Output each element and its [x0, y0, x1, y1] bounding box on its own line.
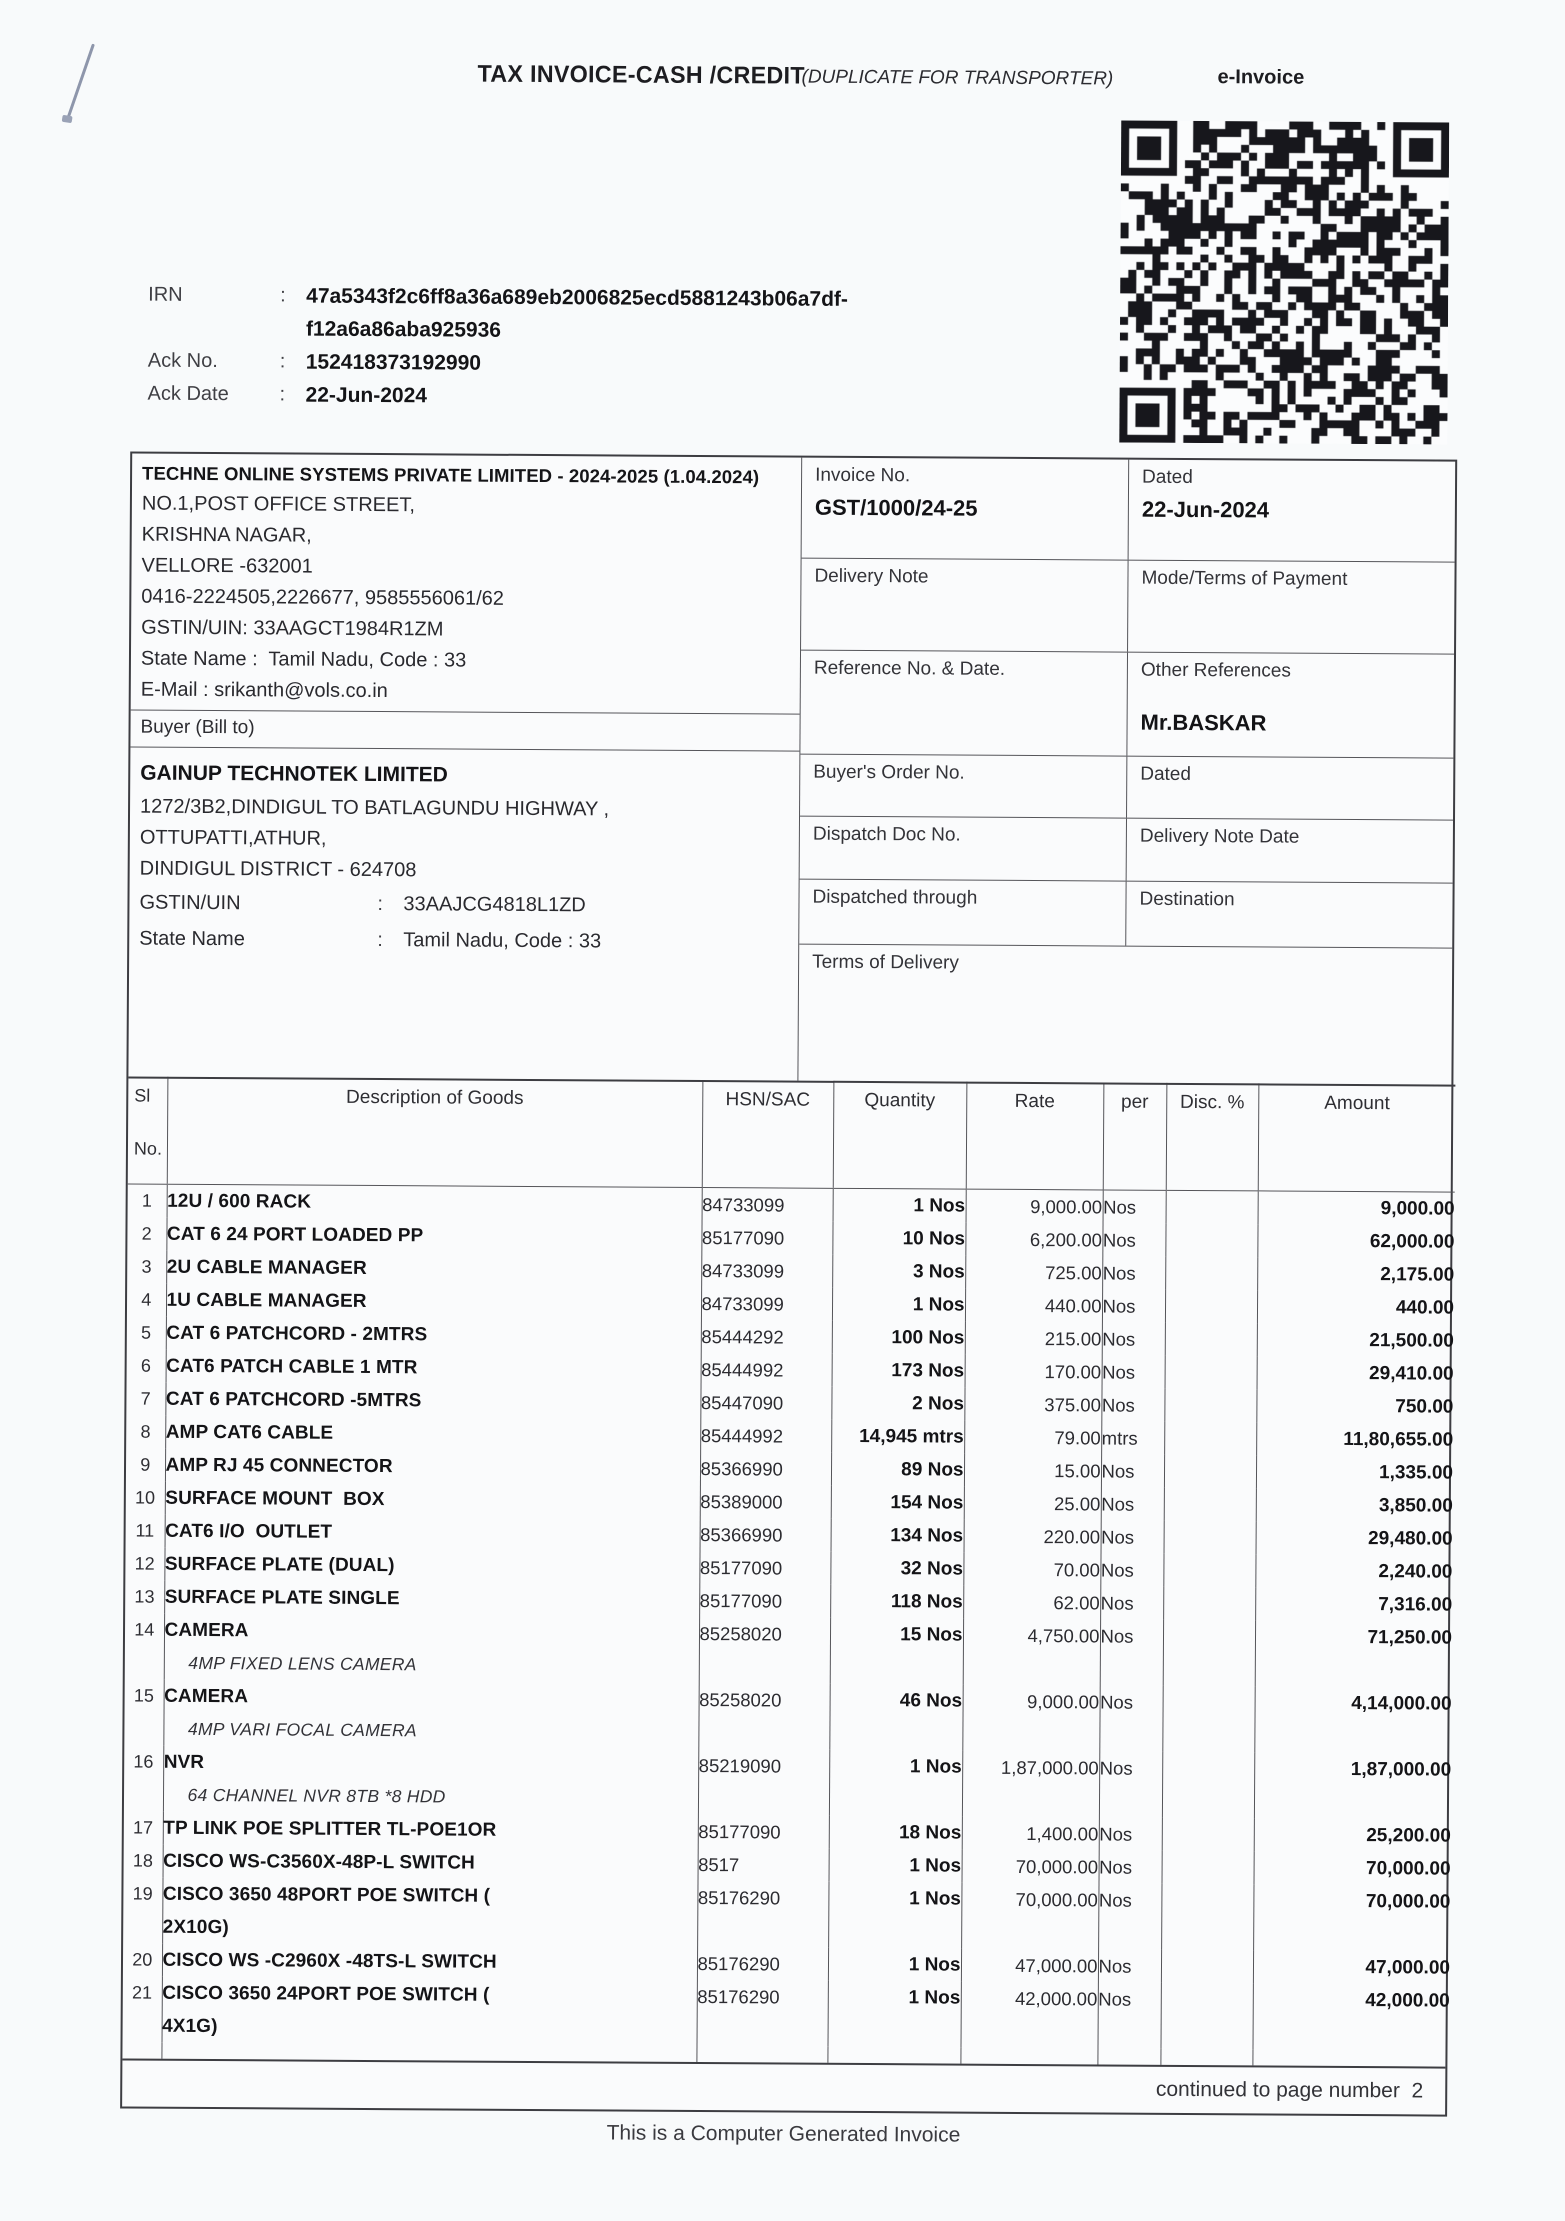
item-amount: 62,000.00 — [1257, 1224, 1454, 1258]
details-row-3 — [800, 651, 1454, 759]
item-per: Nos — [1099, 1685, 1162, 1751]
reference-label: Reference No. & Date. — [813, 657, 1006, 680]
item-sl-no: 15 — [133, 1685, 154, 1706]
item-quantity: 1 Nos — [828, 1947, 961, 1981]
parties-and-details — [128, 454, 1455, 1085]
items-header-row — [128, 1078, 1456, 1192]
item-per: Nos — [1099, 1751, 1162, 1817]
item-description — [165, 1514, 700, 1550]
item-hsn: 85366990 — [700, 1452, 831, 1486]
item-disc — [1164, 1388, 1256, 1422]
irn-value: 47a5343f2c6ff8a36a689eb2006825ecd5881243b06a7df- f12a6a86aba925936 — [305, 284, 849, 342]
item-disc — [1164, 1520, 1256, 1554]
item-hsn: 85258020 — [698, 1682, 829, 1749]
terms-of-delivery-label: Terms of Delivery — [812, 951, 959, 974]
item-rate: 15.00 — [964, 1453, 1101, 1487]
item-amount: 70,000.00 — [1253, 1884, 1450, 1951]
item-sl-no: 6 — [140, 1355, 151, 1376]
dispatch-doc-cell — [800, 817, 1127, 881]
filler-cell — [696, 2045, 827, 2062]
item-description — [163, 1745, 698, 1814]
item-amount: 2,240.00 — [1255, 1554, 1452, 1588]
item-sl-no: 17 — [133, 1817, 154, 1838]
item-per: Nos — [1100, 1586, 1163, 1619]
item-hsn: 84733099 — [701, 1287, 832, 1321]
item-amount: 4,14,000.00 — [1254, 1686, 1451, 1753]
other-references-label: Other References — [1140, 659, 1291, 682]
colon: : — [279, 383, 286, 406]
item-disc — [1162, 1685, 1254, 1752]
item-sl-no: 8 — [140, 1421, 151, 1442]
item-per: Nos — [1103, 1189, 1166, 1223]
item-per: Nos — [1102, 1289, 1165, 1322]
item-amount: 7,316.00 — [1255, 1587, 1452, 1621]
irn-row — [148, 279, 1088, 351]
dated2-label: Dated — [1140, 763, 1192, 785]
mode-terms-label: Mode/Terms of Payment — [1141, 567, 1348, 590]
buyer-state-row — [139, 921, 788, 961]
item-rate: 6,200.00 — [965, 1222, 1102, 1256]
address-line: 0416-2224505,2226677, 9585556061/62 — [141, 585, 504, 610]
item-sl-no: 10 — [135, 1487, 156, 1508]
item-description — [165, 1448, 700, 1484]
item-amount: 1,335.00 — [1256, 1455, 1453, 1489]
item-sub-description: 64 CHANNEL NVR 8TB *8 HDD — [187, 1784, 446, 1806]
item-disc — [1161, 1883, 1253, 1950]
item-amount: 29,410.00 — [1257, 1356, 1454, 1390]
einvoice-label: e-Invoice — [1217, 66, 1305, 89]
item-description-text: CISCO WS-C3560X-48P-L SWITCH — [163, 1850, 475, 1874]
item-amount: 11,80,655.00 — [1256, 1422, 1453, 1456]
item-description-text: CAT6 PATCH CABLE 1 MTR — [166, 1355, 418, 1378]
dated-value: 22-Jun-2024 — [1141, 496, 1270, 523]
item-sl-no: 1 — [141, 1190, 152, 1211]
item-rate: 220.00 — [964, 1519, 1101, 1553]
item-disc — [1166, 1190, 1258, 1224]
item-disc — [1163, 1553, 1255, 1587]
reference-cell — [800, 651, 1128, 756]
colon: : — [280, 284, 286, 307]
item-amount: 71,250.00 — [1255, 1620, 1452, 1687]
address-line: GSTIN/UIN: 33AAGCT1984R1ZM — [141, 616, 444, 641]
item-rate: 9,000.00 — [962, 1684, 1099, 1751]
item-disc — [1162, 1850, 1254, 1884]
item-hsn: 85177090 — [698, 1814, 829, 1848]
col-header-description: Description of Goods — [167, 1078, 703, 1187]
item-sl-no: 4 — [141, 1289, 152, 1310]
item-sl-no: 5 — [141, 1322, 152, 1343]
item-sub-description: 4MP VARI FOCAL CAMERA — [187, 1718, 417, 1740]
dispatch-doc-label: Dispatch Doc No. — [812, 823, 961, 846]
item-quantity: 89 Nos — [831, 1452, 964, 1486]
item-hsn: 85177090 — [701, 1221, 832, 1255]
item-description — [166, 1250, 701, 1286]
buyer-state-label: State Name — [139, 927, 245, 951]
buyer-address — [140, 792, 790, 889]
item-description — [167, 1184, 702, 1221]
details-row-5 — [800, 817, 1453, 884]
item-rate: 70.00 — [963, 1552, 1100, 1586]
item-rate: 215.00 — [965, 1321, 1102, 1355]
item-rate: 25.00 — [964, 1486, 1101, 1520]
item-quantity: 14,945 mtrs — [831, 1419, 964, 1453]
item-hsn: 85389000 — [700, 1485, 831, 1519]
item-sl-no: 12 — [134, 1553, 155, 1574]
item-description-text: CISCO 3650 24PORT POE SWITCH ( — [162, 1982, 490, 2006]
item-quantity: 1 Nos — [833, 1188, 966, 1222]
item-hsn: 85177090 — [699, 1551, 830, 1585]
item-sub-description: 4MP FIXED LENS CAMERA — [188, 1652, 417, 1674]
item-description — [165, 1382, 700, 1418]
item-sl-no: 21 — [131, 1982, 153, 2003]
filler-cell — [960, 2047, 1097, 2064]
item-disc — [1165, 1256, 1257, 1290]
item-per: Nos — [1097, 1982, 1160, 2048]
address-line: VELLORE -632001 — [141, 554, 313, 578]
irn-label: IRN — [148, 283, 183, 306]
item-description-text: 12U / 600 RACK — [167, 1190, 312, 1213]
ack-date-row — [147, 378, 1087, 417]
colon: : — [279, 350, 286, 373]
delivery-note-date-label: Delivery Note Date — [1139, 825, 1300, 848]
item-amount: 42,000.00 — [1252, 1983, 1449, 2050]
item-amount: 3,850.00 — [1256, 1488, 1453, 1522]
item-amount: 440.00 — [1257, 1290, 1454, 1324]
item-quantity: 32 Nos — [830, 1551, 963, 1585]
item-amount: 9,000.00 — [1258, 1190, 1455, 1225]
buyer-gstin-value: 33AAJCG4818L1ZD — [403, 893, 586, 917]
item-disc — [1165, 1223, 1257, 1257]
item-hsn: 85258020 — [699, 1616, 830, 1683]
invoice-main-box — [120, 452, 1457, 2117]
filler-cell — [1160, 2048, 1252, 2065]
item-description — [164, 1613, 699, 1682]
address-line: DINDIGUL DISTRICT - 624708 — [139, 857, 417, 882]
item-description — [164, 1547, 699, 1583]
other-references-value: Mr.BASKAR — [1140, 709, 1267, 736]
buyer-section-label: Buyer (Bill to) — [130, 711, 799, 752]
item-amount: 21,500.00 — [1257, 1323, 1454, 1357]
item-sl-no: 19 — [132, 1883, 153, 1904]
item-per: Nos — [1100, 1553, 1163, 1586]
item-description — [162, 1877, 697, 1946]
item-description — [163, 1811, 698, 1847]
item-sl-no: 13 — [134, 1586, 155, 1607]
seller-name: TECHNE ONLINE SYSTEMS PRIVATE LIMITED - 2024-2025 (1.04.2024) — [142, 462, 760, 488]
buyer-name: GAINUP TECHNOTEK LIMITED — [140, 761, 448, 787]
col-header-rate: Rate — [966, 1083, 1104, 1190]
item-quantity: 118 Nos — [830, 1584, 963, 1618]
item-rate: 440.00 — [965, 1288, 1102, 1322]
item-quantity: 154 Nos — [831, 1485, 964, 1519]
party-column — [128, 454, 802, 1081]
seller-block — [131, 454, 802, 715]
item-description-text: NVR — [163, 1751, 205, 1773]
col-header-disc: Disc. % — [1166, 1084, 1259, 1191]
item-disc — [1162, 1751, 1254, 1818]
item-hsn: 85366990 — [700, 1518, 831, 1552]
item-description-text: AMP RJ 45 CONNECTOR — [165, 1454, 393, 1477]
delivery-note-cell — [801, 559, 1129, 652]
item-per: Nos — [1102, 1322, 1165, 1355]
table-row — [124, 1745, 1451, 1819]
item-hsn: 85176290 — [697, 1979, 828, 2046]
item-amount: 1,87,000.00 — [1254, 1752, 1451, 1819]
details-column — [798, 458, 1455, 1085]
item-description — [165, 1481, 700, 1517]
item-description-text: CAT 6 PATCHCORD -5MTRS — [165, 1388, 422, 1411]
item-amount: 750.00 — [1256, 1389, 1453, 1423]
item-disc — [1164, 1454, 1256, 1488]
ack-no-value: 152418373192990 — [305, 350, 482, 375]
ack-date-value: 22-Jun-2024 — [305, 383, 428, 408]
item-per: Nos — [1101, 1388, 1164, 1421]
e-invoice-qr-code — [1119, 121, 1449, 445]
item-hsn: 85444992 — [700, 1419, 831, 1453]
item-description-text: CAT6 I/O OUTLET — [165, 1520, 333, 1543]
item-amount: 70,000.00 — [1254, 1851, 1451, 1885]
table-row — [123, 1976, 1450, 2050]
item-disc — [1160, 1982, 1252, 2049]
item-description — [165, 1415, 700, 1451]
item-sl-no: 14 — [134, 1619, 155, 1640]
destination-cell — [1126, 882, 1452, 948]
item-description-wrap: 4X1G) — [162, 2015, 218, 2037]
table-row — [124, 1679, 1451, 1753]
seller-address — [141, 489, 791, 710]
item-description-text: CAMERA — [164, 1619, 249, 1641]
delivery-note-date-cell — [1127, 819, 1453, 883]
col-header-hsn: HSN/SAC — [702, 1081, 834, 1188]
item-description — [162, 1943, 697, 1979]
item-disc — [1164, 1487, 1256, 1521]
item-description — [166, 1316, 701, 1352]
address-line: State Name : Tamil Nadu, Code : 33 — [140, 647, 467, 672]
item-amount: 47,000.00 — [1253, 1950, 1450, 1984]
continued-note: continued to page number 2 — [122, 2058, 1445, 2114]
buyers-order-label: Buyer's Order No. — [813, 761, 965, 784]
item-quantity: 173 Nos — [832, 1353, 965, 1387]
item-description — [164, 1580, 699, 1616]
item-disc — [1163, 1619, 1255, 1686]
item-rate: 170.00 — [965, 1354, 1102, 1388]
item-hsn: 85177090 — [699, 1583, 830, 1617]
dated-label: Dated — [1142, 466, 1193, 488]
item-sl-no: 2 — [141, 1223, 152, 1244]
address-line: NO.1,POST OFFICE STREET, — [141, 492, 415, 517]
invoice-no-label: Invoice No. — [815, 464, 911, 487]
item-hsn: 85176290 — [697, 1880, 828, 1947]
address-line: OTTUPATTI,ATHUR, — [139, 826, 327, 850]
document-title: TAX INVOICE-CASH /CREDIT — [477, 60, 805, 90]
item-description — [166, 1217, 701, 1253]
colon: : — [377, 929, 383, 952]
item-description — [166, 1283, 701, 1319]
item-per: Nos — [1101, 1487, 1164, 1520]
item-description-text: AMP CAT6 CABLE — [165, 1421, 334, 1444]
item-rate: 70,000.00 — [961, 1882, 1098, 1949]
item-sl-no: 16 — [133, 1751, 154, 1772]
item-quantity: 3 Nos — [832, 1254, 965, 1288]
dispatched-through-label: Dispatched through — [812, 886, 978, 909]
item-description — [163, 1679, 698, 1748]
buyer-state-value: Tamil Nadu, Code : 33 — [403, 929, 602, 953]
item-rate: 375.00 — [964, 1387, 1101, 1421]
invoice-no-cell — [802, 458, 1130, 560]
item-quantity: 1 Nos — [832, 1287, 965, 1321]
address-line: 1272/3B2,DINDIGUL TO BATLAGUNDU HIGHWAY , — [139, 795, 610, 821]
item-per: Nos — [1101, 1454, 1164, 1487]
item-description-text: CISCO WS -C2960X -48TS-L SWITCH — [162, 1949, 497, 1973]
item-rate: 79.00 — [964, 1420, 1101, 1454]
filler-cell — [1097, 2048, 1160, 2064]
item-amount: 29,480.00 — [1256, 1521, 1453, 1555]
item-sl-no: 18 — [132, 1850, 153, 1871]
item-per: Nos — [1102, 1256, 1165, 1289]
item-hsn: 85444992 — [701, 1353, 832, 1387]
item-disc — [1165, 1355, 1257, 1389]
item-sl-no: 20 — [132, 1949, 153, 1970]
col-header-per: per — [1103, 1083, 1167, 1189]
item-amount: 25,200.00 — [1254, 1818, 1451, 1852]
ack-no-label: Ack No. — [147, 349, 218, 373]
item-quantity: 46 Nos — [829, 1683, 962, 1750]
buyer-gstin-row — [139, 885, 788, 925]
item-quantity: 1 Nos — [828, 1881, 961, 1948]
buyer-block — [129, 748, 799, 969]
address-line: KRISHNA NAGAR, — [141, 523, 312, 547]
items-table — [122, 1077, 1455, 2067]
colon: : — [377, 893, 384, 916]
destination-label: Destination — [1139, 888, 1235, 911]
item-quantity: 1 Nos — [829, 1848, 962, 1882]
filler-cell — [827, 2046, 960, 2063]
buyers-order-cell — [800, 755, 1127, 818]
item-disc — [1164, 1421, 1256, 1455]
item-disc — [1162, 1817, 1254, 1851]
item-hsn: 84733099 — [702, 1187, 833, 1221]
item-per: Nos — [1100, 1619, 1163, 1685]
item-quantity: 1 Nos — [828, 1980, 961, 2047]
item-rate: 4,750.00 — [963, 1618, 1100, 1685]
delivery-note-label: Delivery Note — [814, 565, 929, 588]
item-rate: 70,000.00 — [962, 1849, 1099, 1883]
item-description-text: CAT 6 24 PORT LOADED PP — [166, 1223, 424, 1246]
dispatched-through-cell — [799, 880, 1126, 946]
item-hsn: 84733099 — [701, 1254, 832, 1288]
item-per: Nos — [1098, 1883, 1161, 1949]
item-rate: 725.00 — [965, 1255, 1102, 1289]
item-description-text: TP LINK POE SPLITTER TL-POE1OR — [163, 1817, 497, 1841]
col-header-amount: Amount — [1258, 1084, 1456, 1191]
buyer-gstin-label: GSTIN/UIN — [139, 891, 241, 915]
item-quantity: 18 Nos — [829, 1815, 962, 1849]
item-description-text: 1U CABLE MANAGER — [166, 1289, 367, 1312]
item-disc — [1163, 1586, 1255, 1620]
details-row-terms — [798, 945, 1452, 1085]
invoice-no-value: GST/1000/24-25 — [814, 494, 978, 521]
item-sl-no: 9 — [140, 1454, 151, 1475]
filler-cell — [122, 2042, 161, 2058]
item-description-text: 2U CABLE MANAGER — [166, 1256, 367, 1279]
item-description-text: SURFACE PLATE (DUAL) — [164, 1553, 395, 1576]
item-rate: 47,000.00 — [961, 1948, 1098, 1982]
ack-date-label: Ack Date — [147, 382, 229, 406]
item-hsn: 8517 — [698, 1847, 829, 1881]
document-subtitle: (DUPLICATE FOR TRANSPORTER) — [801, 66, 1114, 90]
item-disc — [1165, 1289, 1257, 1323]
item-quantity: 15 Nos — [830, 1617, 963, 1684]
item-description — [166, 1349, 701, 1385]
item-description-text: CAMERA — [164, 1685, 249, 1707]
item-description-text: CISCO 3650 48PORT POE SWITCH ( — [162, 1883, 491, 1907]
details-row-6 — [799, 880, 1452, 949]
item-per: Nos — [1099, 1817, 1162, 1850]
item-hsn: 85219090 — [698, 1748, 829, 1815]
dated2-cell — [1127, 757, 1453, 820]
item-description-text: SURFACE PLATE SINGLE — [164, 1586, 400, 1609]
item-description-wrap: 2X10G) — [162, 1916, 229, 1938]
details-row-4 — [800, 755, 1453, 821]
mode-terms-cell — [1128, 561, 1455, 654]
address-line: E-Mail : srikanth@vols.co.in — [140, 678, 388, 703]
item-quantity: 1 Nos — [829, 1749, 962, 1816]
table-row — [123, 1877, 1450, 1951]
irn-block — [147, 279, 1088, 417]
item-disc — [1165, 1322, 1257, 1356]
dated-cell — [1129, 460, 1456, 562]
item-description-text: SURFACE MOUNT BOX — [165, 1487, 385, 1510]
col-header-quantity: Quantity — [833, 1082, 967, 1189]
item-rate: 1,87,000.00 — [962, 1750, 1099, 1817]
item-quantity: 2 Nos — [831, 1386, 964, 1420]
item-per: Nos — [1099, 1850, 1162, 1883]
terms-of-delivery-cell — [798, 945, 1452, 1085]
item-description-text: CAT 6 PATCHCORD - 2MTRS — [166, 1322, 428, 1345]
item-rate: 42,000.00 — [960, 1981, 1097, 2048]
footer-note: This is a Computer Generated Invoice — [606, 2121, 961, 2147]
item-description — [162, 1976, 697, 2045]
item-hsn: 85176290 — [697, 1946, 828, 1980]
item-hsn: 85444292 — [701, 1320, 832, 1354]
col-header-sl: Sl No. — [128, 1078, 168, 1184]
item-sl-no: 11 — [135, 1520, 155, 1541]
item-quantity: 10 Nos — [832, 1221, 965, 1255]
item-rate: 1,400.00 — [962, 1816, 1099, 1850]
item-amount: 2,175.00 — [1257, 1257, 1454, 1291]
details-row-1 — [802, 458, 1456, 563]
item-per: mtrs — [1101, 1421, 1164, 1454]
filler-cell — [1252, 2049, 1449, 2066]
item-rate: 62.00 — [963, 1585, 1100, 1619]
item-disc — [1161, 1949, 1253, 1983]
details-row-2 — [801, 559, 1455, 655]
table-row — [125, 1613, 1452, 1687]
item-hsn: 85447090 — [700, 1386, 831, 1420]
item-sl-no: 3 — [141, 1256, 152, 1277]
item-per: Nos — [1102, 1355, 1165, 1388]
item-quantity: 134 Nos — [831, 1518, 964, 1552]
item-per: Nos — [1098, 1949, 1161, 1982]
item-quantity: 100 Nos — [832, 1320, 965, 1354]
item-per: Nos — [1101, 1520, 1164, 1553]
item-description — [163, 1844, 698, 1880]
item-rate: 9,000.00 — [966, 1189, 1103, 1223]
item-sl-no: 7 — [140, 1388, 151, 1409]
other-references-cell — [1127, 653, 1454, 758]
item-per: Nos — [1102, 1223, 1165, 1256]
